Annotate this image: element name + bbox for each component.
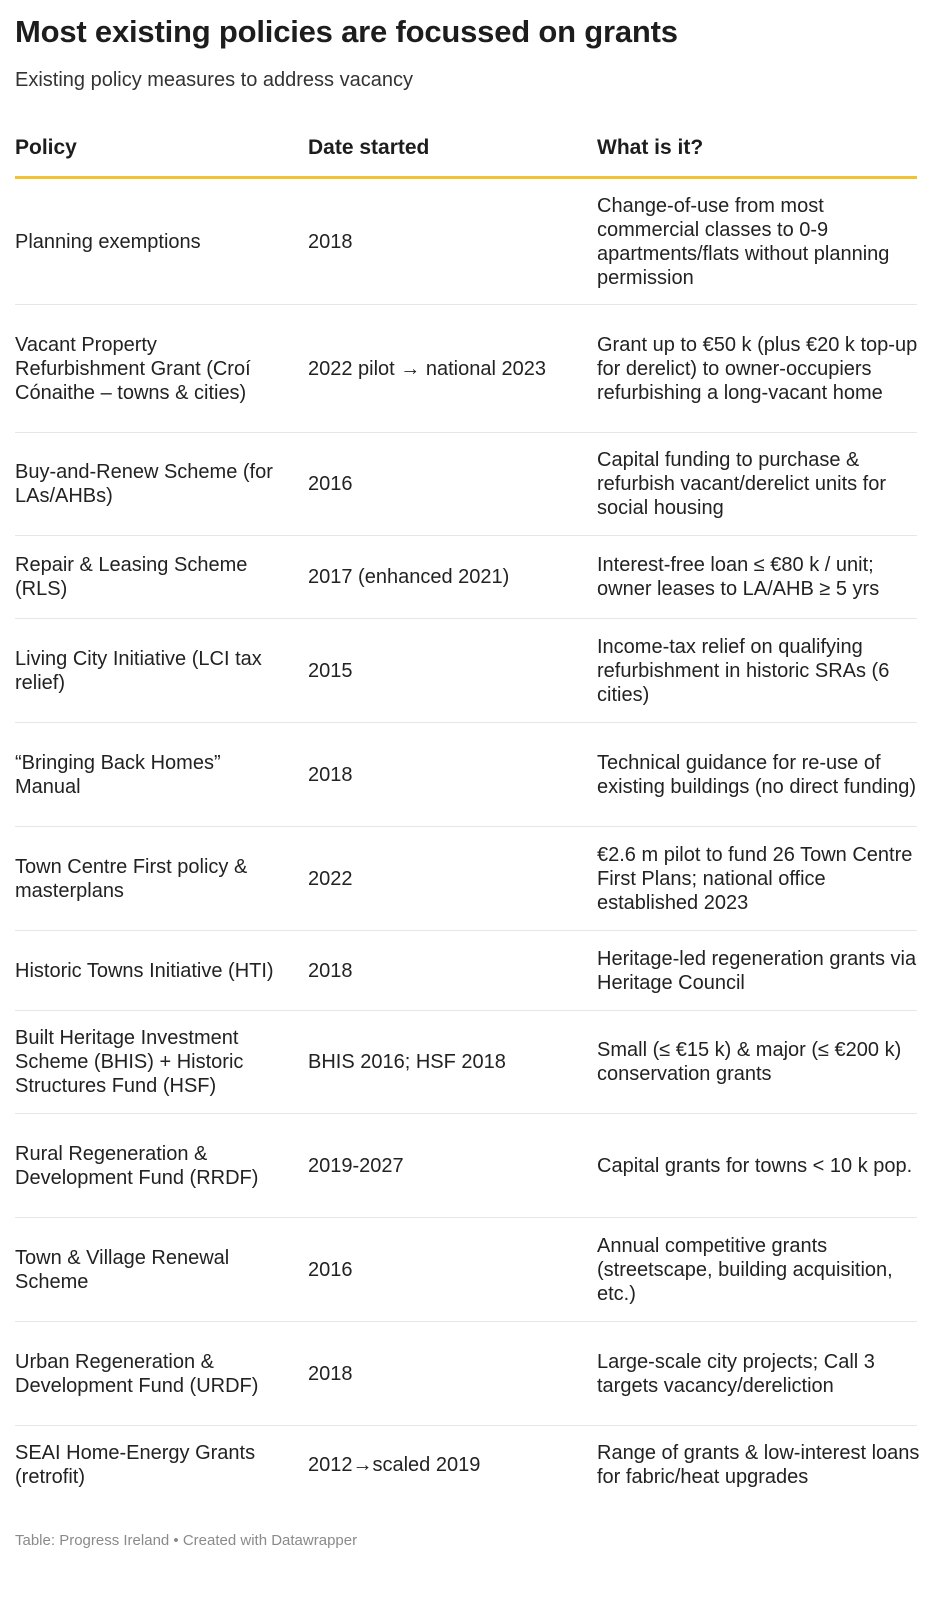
table-row xyxy=(15,179,917,305)
cell-description-text: Large-scale city projects; Call 3 targets vacancy/dereliction xyxy=(597,1350,875,1397)
cell-description xyxy=(597,179,923,304)
cell-date-text: 2022 xyxy=(308,867,353,890)
cell-date-text: BHIS 2016; HSF 2018 xyxy=(308,1051,506,1073)
cell-description-text: Capital funding to purchase & refurbish vacant/derelict units for social housing xyxy=(597,449,887,519)
table-row xyxy=(15,1114,917,1218)
cell-date-text: 2018 xyxy=(308,230,353,253)
table-row xyxy=(15,305,917,433)
cell-description-text: €2.6 m pilot to fund 26 Town Centre First Plans; national office established 2023 xyxy=(597,843,913,914)
cell-date-text: 2018 xyxy=(308,959,353,982)
cell-description-text: Capital grants for towns < 10 k pop. xyxy=(597,1154,913,1177)
chart-footer: Table: Progress Ireland • Created with Datawrapper xyxy=(15,1532,358,1549)
cell-date xyxy=(308,619,568,722)
cell-policy xyxy=(15,931,285,1010)
table-row xyxy=(15,723,917,827)
cell-policy xyxy=(15,827,285,930)
cell-description-text: Grant up to €50 k (plus €20 k top-up for derelict) to owner-occupiers refurbishing a long-vacant home xyxy=(597,333,918,404)
cell-policy-text: Buy-and-Renew Scheme (for LAs/AHBs) xyxy=(15,461,273,507)
cell-description xyxy=(597,1426,923,1504)
table-row xyxy=(15,1426,920,1504)
cell-date xyxy=(308,723,568,826)
cell-policy xyxy=(15,1011,285,1113)
column-header-date: Date started xyxy=(308,136,430,159)
column-header-policy: Policy xyxy=(15,136,77,159)
cell-policy xyxy=(15,1114,285,1217)
table-row xyxy=(15,1011,917,1114)
cell-description-text: Technical guidance for re-use of existing buildings (no direct funding) xyxy=(597,751,917,798)
cell-policy xyxy=(15,433,285,535)
cell-date-text: 2016 xyxy=(308,473,353,495)
chart-title: Most existing policies are focussed on grants xyxy=(15,14,678,49)
cell-policy-text: Historic Towns Initiative (HTI) xyxy=(15,959,274,982)
cell-date xyxy=(308,179,568,304)
cell-date-text: 2018 xyxy=(308,763,353,786)
column-header-description: What is it? xyxy=(597,136,704,159)
cell-description xyxy=(597,619,923,722)
cell-description xyxy=(597,1011,923,1113)
cell-description xyxy=(597,1322,923,1425)
cell-description xyxy=(597,305,923,432)
cell-date xyxy=(308,1011,568,1113)
cell-date xyxy=(308,305,568,432)
cell-date xyxy=(308,536,568,618)
cell-policy-text: Built Heritage Investment Scheme (BHIS) + Historic Structures Fund (HSF) xyxy=(15,1027,244,1097)
cell-description xyxy=(597,931,923,1010)
cell-description xyxy=(597,1114,923,1217)
chart-subtitle: Existing policy measures to address vacancy xyxy=(15,69,413,91)
cell-date-text: 2015 xyxy=(308,659,353,682)
cell-policy-text: “Bringing Back Homes” Manual xyxy=(15,751,221,798)
cell-description xyxy=(597,1218,923,1321)
cell-policy xyxy=(15,536,285,618)
table-row xyxy=(15,1218,917,1322)
cell-policy xyxy=(15,1426,285,1504)
cell-policy xyxy=(15,179,285,304)
cell-date xyxy=(308,433,568,535)
cell-date xyxy=(308,827,568,930)
cell-date-text: 2022 pilot → national 2023 xyxy=(308,357,546,380)
cell-description-text: Income-tax relief on qualifying refurbishment in historic SRAs (6 cities) xyxy=(597,635,890,706)
cell-description-text: Annual competitive grants (streetscape, building acquisition, etc.) xyxy=(597,1234,893,1305)
cell-policy-text: SEAI Home-Energy Grants (retrofit) xyxy=(15,1442,256,1488)
table-row xyxy=(15,1322,917,1426)
table-row xyxy=(15,827,917,931)
cell-policy xyxy=(15,305,285,432)
cell-policy-text: Rural Regeneration & Development Fund (RRDF) xyxy=(15,1142,259,1189)
cell-policy xyxy=(15,723,285,826)
cell-date xyxy=(308,1114,568,1217)
cell-policy xyxy=(15,619,285,722)
cell-date xyxy=(308,1218,568,1321)
cell-date xyxy=(308,1322,568,1425)
cell-date-text: 2016 xyxy=(308,1258,353,1281)
table-row xyxy=(15,619,917,723)
table-row xyxy=(15,931,917,1011)
cell-description-text: Interest-free loan ≤ €80 k / unit; owner leases to LA/AHB ≥ 5 yrs xyxy=(597,554,880,600)
table-row xyxy=(15,433,917,536)
cell-description-text: Change-of-use from most commercial classes to 0-9 apartments/flats without planning permission xyxy=(597,194,890,289)
cell-description xyxy=(597,723,923,826)
cell-date xyxy=(308,931,568,1010)
cell-policy-text: Town & Village Renewal Scheme xyxy=(15,1246,230,1293)
cell-date-text: 2019-2027 xyxy=(308,1154,404,1177)
cell-date-text: 2018 xyxy=(308,1362,353,1385)
cell-description xyxy=(597,536,923,618)
cell-date-text: 2017 (enhanced 2021) xyxy=(308,566,510,588)
table-header xyxy=(15,136,917,179)
cell-description-text: Range of grants & low-interest loans for fabric/heat upgrades xyxy=(597,1442,920,1488)
cell-policy-text: Repair & Leasing Scheme (RLS) xyxy=(15,554,248,600)
cell-policy-text: Living City Initiative (LCI tax relief) xyxy=(15,647,262,694)
cell-policy-text: Vacant Property Refurbishment Grant (Croí Cónaithe – towns & cities) xyxy=(15,333,251,404)
cell-policy-text: Town Centre First policy & masterplans xyxy=(15,855,248,902)
cell-policy xyxy=(15,1322,285,1425)
table-row xyxy=(15,536,917,619)
cell-description xyxy=(597,827,923,930)
cell-policy xyxy=(15,1218,285,1321)
cell-date xyxy=(308,1426,568,1504)
cell-date-text: 2012→scaled 2019 xyxy=(308,1454,481,1476)
cell-description-text: Small (≤ €15 k) & major (≤ €200 k) conservation grants xyxy=(597,1039,902,1085)
cell-policy-text: Planning exemptions xyxy=(15,230,201,253)
cell-description-text: Heritage-led regeneration grants via Heritage Council xyxy=(597,947,917,994)
cell-policy-text: Urban Regeneration & Development Fund (URDF) xyxy=(15,1350,259,1397)
cell-description xyxy=(597,433,923,535)
